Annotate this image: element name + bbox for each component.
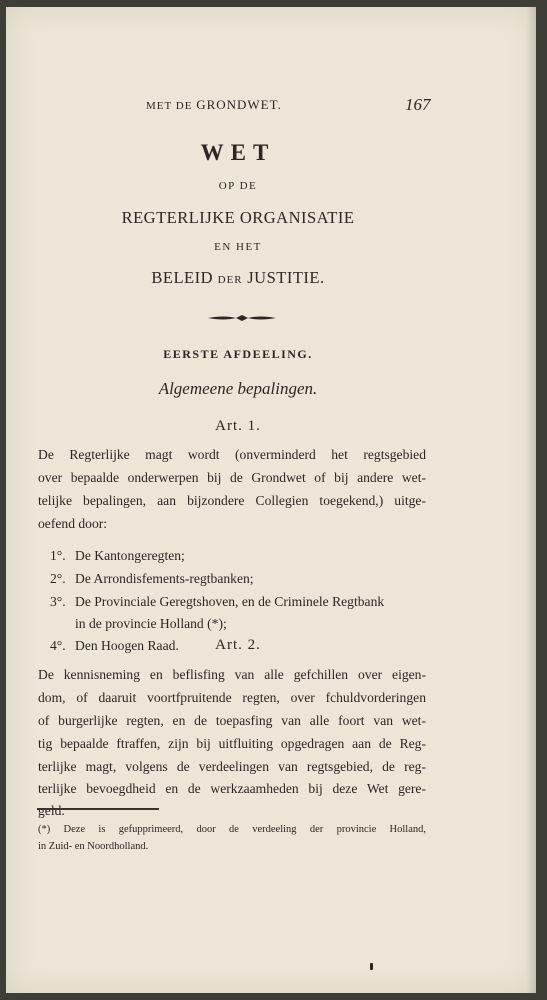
article-2-heading: Art. 2. [215,637,261,653]
list-item: De Kantongeregten; [75,548,185,563]
art2-line: of burgerlijke regten, en de toepasfing van alle foort van wet- [38,713,426,728]
list-number: 3°. [50,594,66,609]
page-edge-shadow [526,7,536,993]
list-item: De Provinciale Geregtshoven, en de Criminele Regtbank [75,594,385,609]
list-item: Den Hoogen Raad. [75,638,179,653]
running-head-word: GRONDWET. [196,97,282,112]
art2-line: geld. [38,803,65,818]
ornament-divider-icon [206,311,278,325]
title-en-het: EN HET [214,241,262,253]
art2-line: terlijke bevoegdheid en de werkzaamheden bij deze Wet gere- [38,781,426,796]
list-item-continuation: in de provincie Holland (*); [75,616,227,631]
article-1-heading: Art. 1. [215,418,261,434]
footnote-line: (*) Deze is gefupprimeerd, door de verdeeling der provincie Holland, [38,824,426,835]
book-page [6,7,536,993]
list-number: 4°. [50,638,66,653]
title-op-de: OP DE [218,180,258,192]
title-beleid [6,268,438,288]
page-number: 167 [405,95,431,114]
art2-line: terlijke magt, volgens de verdeelingen van regtsgebied, de reg- [38,759,426,774]
title-wet: WET [200,140,276,165]
running-head [146,97,282,113]
art1-line: over bepaalde onderwerpen bij de Grondwet of bij andere wet- [38,470,426,485]
running-head-prefix: MET DE [146,100,197,112]
art2-line: dom, of daaruit voortfpruitende regten, over fchuldvorderingen [38,690,426,705]
art2-line: De kennisneming en beflisfing van alle gefchillen over eigen- [38,667,426,682]
art1-line: telijke bepalingen, aan bijzondere Collegien toegekend,) uitge- [38,493,426,508]
art2-line: tig bepaalde ftraffen, zijn bij uitfluiting opgedragen aan de Reg- [38,736,426,751]
title-beleid-justitie: JUSTITIE. [242,268,325,287]
list-item: De Arrondisfements-regtbanken; [75,571,254,586]
list-number: 2°. [50,571,66,586]
title-organisatie: REGTERLIJKE ORGANISATIE [121,208,355,227]
list-number: 1°. [50,548,66,563]
art1-line: De Regterlijke magt wordt (onverminderd het regtsgebied [38,447,426,462]
title-beleid-word: BELEID [151,268,218,287]
section-heading: EERSTE AFDEELING. [163,347,313,361]
footnote-rule [37,808,159,810]
section-subtitle: Algemeene bepalingen. [158,379,318,398]
footnote-line: in Zuid- en Noordholland. [38,841,149,852]
art1-line: oefend door: [38,516,108,531]
title-beleid-der: DER [217,274,243,286]
signature-mark-icon [370,963,373,970]
